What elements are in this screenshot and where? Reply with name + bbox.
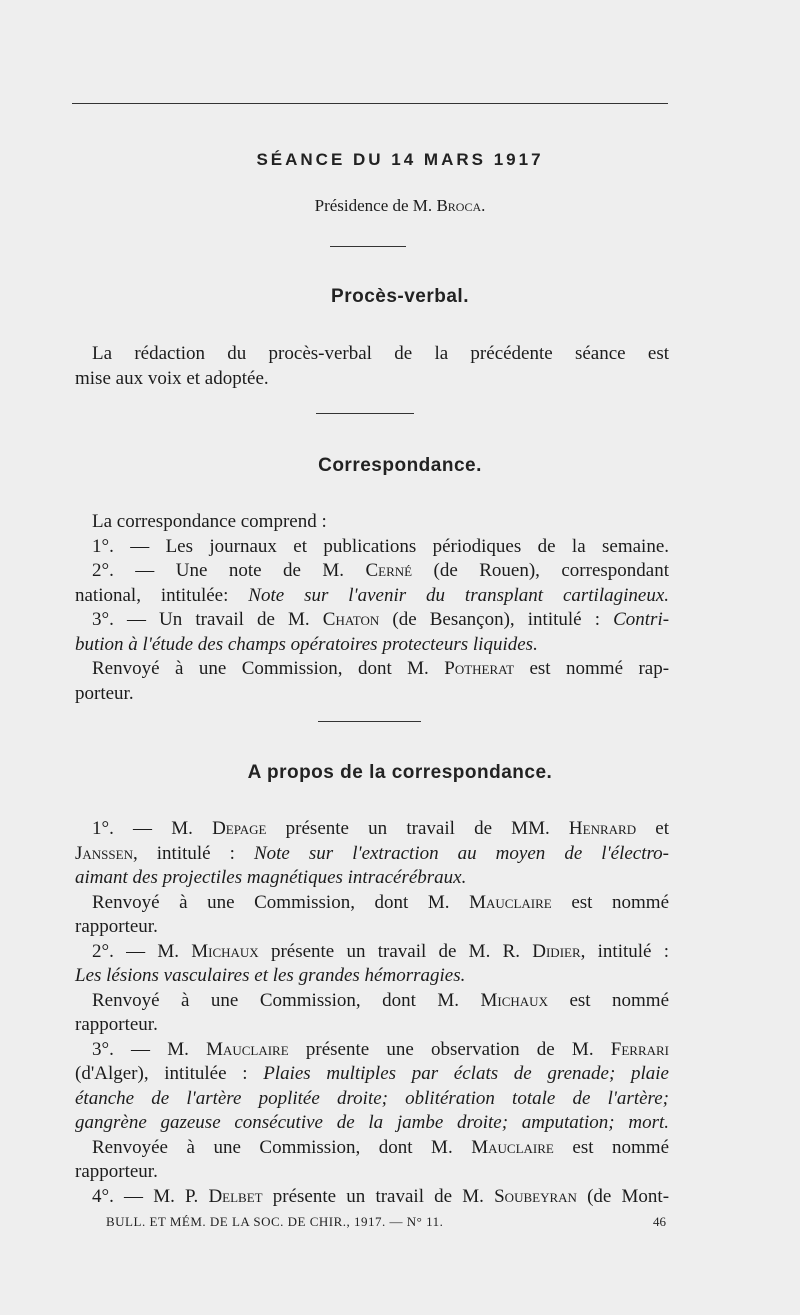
a-propos-title: A propos de la correspondance. [247, 762, 553, 783]
person-name: Potherat [444, 658, 515, 679]
text-line: 2°. — M. Michaux présente un travail de M. R. Didier, intitulé : [92, 940, 669, 962]
presidence-suffix: . [481, 196, 486, 215]
person-name: Delbet [208, 1185, 263, 1207]
text-line: 1°. — Les journaux et publications périodiques de la semaine. [92, 535, 669, 557]
work-title: aimant des projectiles magnétiques intracérébraux. [75, 867, 467, 888]
text-line: La correspondance comprend : [92, 511, 327, 532]
person-name: Chaton [322, 609, 380, 630]
journal-reference: BULL. ET MÉM. DE LA SOC. DE CHIR., 1917. — N° 11. [106, 1214, 444, 1229]
section-divider [316, 413, 414, 414]
text-line: Renvoyée à une Commission, dont M. Mauclaire est nommé [92, 1136, 670, 1158]
work-title: bution à l'étude des champs opératoires protecteurs liquides. [75, 633, 538, 655]
text-line: Renvoyé à une Commission, dont M. Michaux est nommé [92, 989, 670, 1011]
correspondance-text [75, 510, 669, 706]
work-title: Note sur l'extraction au moyen de l'électro- [253, 842, 670, 864]
section-divider [318, 721, 421, 722]
person-name: Michaux [191, 940, 259, 962]
text-line: 3°. — Un travail de M. Chaton (de Besançon), intitulé : Contri- [92, 609, 670, 630]
text-line: 2°. — Une note de M. Cerné (de Rouen), correspondant [92, 560, 670, 581]
text-line: La rédaction du procès-verbal de la précédente séance est [92, 343, 669, 364]
person-name: Michaux [480, 989, 548, 1011]
work-title: Plaies multiples par éclats de grenade; plaie [263, 1063, 669, 1084]
person-name: Ferrari [610, 1038, 670, 1060]
text-line: Renvoyé à une Commission, dont M. Potherat est nommé rap- [92, 658, 670, 679]
president-name: Broca [436, 196, 482, 215]
text-line: 4°. — M. P. Delbet présente un travail de M. Soubeyran (de Mont- [92, 1185, 670, 1207]
text-line: (d'Alger), intitulée : Plaies multiples par éclats de grenade; plaie [75, 1063, 669, 1084]
person-name: Cerné [365, 560, 413, 581]
text-line: 1°. — M. Depage présente un travail de MM. Henrard et [92, 818, 669, 839]
text-line: national, intitulée: Note sur l'avenir du transplant cartilagineux. [75, 584, 669, 606]
text-line: Renvoyé à une Commission, dont M. Mauclaire est nommé [92, 891, 670, 913]
session-title: SÉANCE DU 14 MARS 1917 [256, 150, 544, 169]
work-title: étanche de l'artère poplitée droite; oblitération totale de l'artère; [75, 1087, 669, 1109]
work-title: Note sur l'avenir du transplant cartilagineux. [248, 584, 669, 606]
proces-verbal-title: Procès-verbal. [331, 286, 469, 307]
a-propos-text [75, 817, 669, 1209]
text-line: mise aux voix et adoptée. [75, 367, 269, 389]
top-rule [72, 103, 668, 104]
presidence-line [0, 196, 800, 216]
text-line: 3°. — M. Mauclaire présente une observation de M. Ferrari [92, 1038, 670, 1060]
text-line: rapporteur. [75, 1014, 158, 1035]
person-name: Mauclaire [469, 891, 552, 913]
section-divider [330, 246, 406, 247]
person-name: Depage [212, 818, 267, 839]
work-title: gangrène gazeuse consécutive de la jambe droite; amputation; mort. [75, 1112, 669, 1133]
work-title: Contri- [613, 609, 670, 630]
text-line: rapporteur. [75, 916, 158, 937]
text-line: Janssen, intitulé : Note sur l'extraction au moyen de l'électro- [75, 842, 670, 864]
person-name: Janssen [75, 842, 133, 864]
correspondance-title: Correspondance. [318, 455, 482, 476]
text-line: porteur. [75, 682, 134, 704]
work-title: Les lésions vasculaires et les grandes hémorragies. [75, 965, 466, 986]
person-name: Henrard [568, 818, 637, 839]
text-line: rapporteur. [75, 1161, 158, 1182]
person-name: Mauclaire [206, 1038, 289, 1060]
page-number: 46 [653, 1214, 666, 1229]
person-name: Soubeyran [494, 1185, 577, 1207]
presidence-prefix: Présidence de M. [314, 196, 433, 215]
person-name: Mauclaire [471, 1136, 554, 1158]
person-name: Didier [532, 940, 581, 962]
proces-verbal-text [75, 342, 669, 391]
